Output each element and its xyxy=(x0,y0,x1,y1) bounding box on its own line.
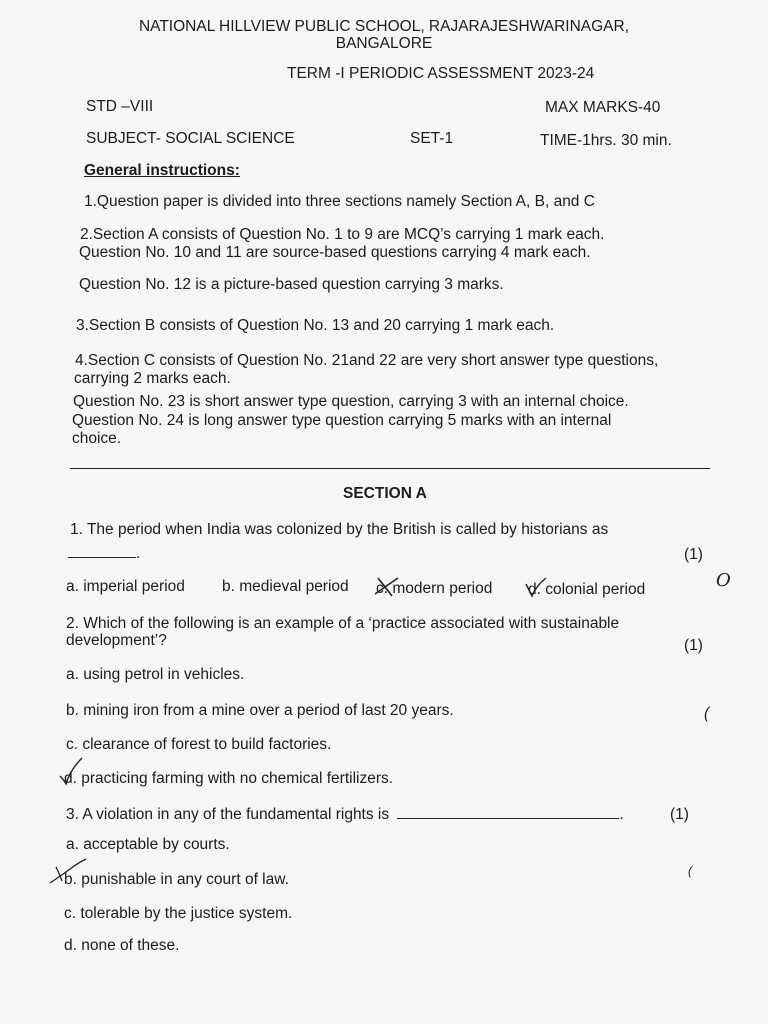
question-3-stem: 3. A violation in any of the fundamental rights is xyxy=(66,806,390,823)
set-label: SET-1 xyxy=(410,130,454,147)
q3-option-d: d. none of these. xyxy=(64,937,180,954)
instruction-line: Question No. 23 is short answer type question, carrying 3 with an internal choice. xyxy=(73,393,629,410)
answer-blank xyxy=(397,818,619,819)
time-label: TIME-1hrs. 30 min. xyxy=(540,132,672,149)
q2-option-c: c. clearance of forest to build factories. xyxy=(66,736,332,753)
q2-option-d: d. practicing farming with no chemical fertilizers. xyxy=(64,770,394,787)
exam-title: TERM -I PERIODIC ASSESSMENT 2023-24 xyxy=(287,65,595,82)
q2-option-b: b. mining iron from a mine over a period of last 20 years. xyxy=(66,702,454,719)
instruction-line: carrying 2 marks each. xyxy=(74,370,231,387)
question-3-text xyxy=(66,806,624,824)
instruction-line: Question No. 24 is long answer type question carrying 5 marks with an internal xyxy=(72,412,612,429)
q1-option-c: c. modern period xyxy=(376,580,493,597)
answer-blank xyxy=(68,557,136,558)
q3-score-mark: ( xyxy=(688,864,692,878)
question-2-marks: (1) xyxy=(684,637,703,654)
divider-line xyxy=(70,468,710,469)
question-1-text: 1. The period when India was colonized by the British is called by historians as xyxy=(70,521,609,538)
q2-option-a: a. using petrol in vehicles. xyxy=(66,666,245,683)
section-a-title: SECTION A xyxy=(343,485,427,502)
q2-score-mark: ( xyxy=(704,705,710,722)
instruction-line: 1.Question paper is divided into three sections namely Section A, B, and C xyxy=(84,193,595,210)
q1-option-b: b. medieval period xyxy=(222,578,349,595)
question-2-text: 2. Which of the following is an example of a ‘practice associated with sustainable xyxy=(66,615,620,632)
q3-option-c: c. tolerable by the justice system. xyxy=(64,905,293,922)
instruction-line: 4.Section C consists of Question No. 21and 22 are very short answer type questions, xyxy=(75,352,659,369)
q1-option-d: d. colonial period xyxy=(528,581,646,598)
max-marks-label: MAX MARKS-40 xyxy=(545,99,661,116)
instructions-heading: General instructions: xyxy=(84,162,240,179)
subject-label: SUBJECT- SOCIAL SCIENCE xyxy=(86,130,295,147)
school-name: NATIONAL HILLVIEW PUBLIC SCHOOL, RAJARAJESHWARINAGAR, xyxy=(138,18,630,35)
question-3-marks: (1) xyxy=(670,806,689,823)
q1-option-a: a. imperial period xyxy=(66,578,185,595)
question-2-text-cont: development’? xyxy=(66,632,167,649)
blank-period: . xyxy=(136,545,141,562)
blank-period: . xyxy=(619,806,624,823)
instruction-line: Question No. 10 and 11 are source-based questions carrying 4 mark each. xyxy=(79,244,591,261)
instruction-line: 3.Section B consists of Question No. 13 and 20 carrying 1 mark each. xyxy=(76,317,555,334)
question-1-marks: (1) xyxy=(684,546,703,563)
q1-score-mark: O xyxy=(716,570,731,591)
school-city: BANGALORE xyxy=(335,35,433,52)
instruction-line: choice. xyxy=(72,430,122,447)
q3-option-a: a. acceptable by courts. xyxy=(66,836,230,853)
q3-option-b: b. punishable in any court of law. xyxy=(64,871,289,888)
instruction-line: 2.Section A consists of Question No. 1 to 9 are MCQ’s carrying 1 mark each. xyxy=(80,226,605,243)
instruction-line: Question No. 12 is a picture-based question carrying 3 marks. xyxy=(79,276,504,293)
question-1-blank-line xyxy=(68,545,140,563)
std-label: STD –VIII xyxy=(86,98,154,115)
